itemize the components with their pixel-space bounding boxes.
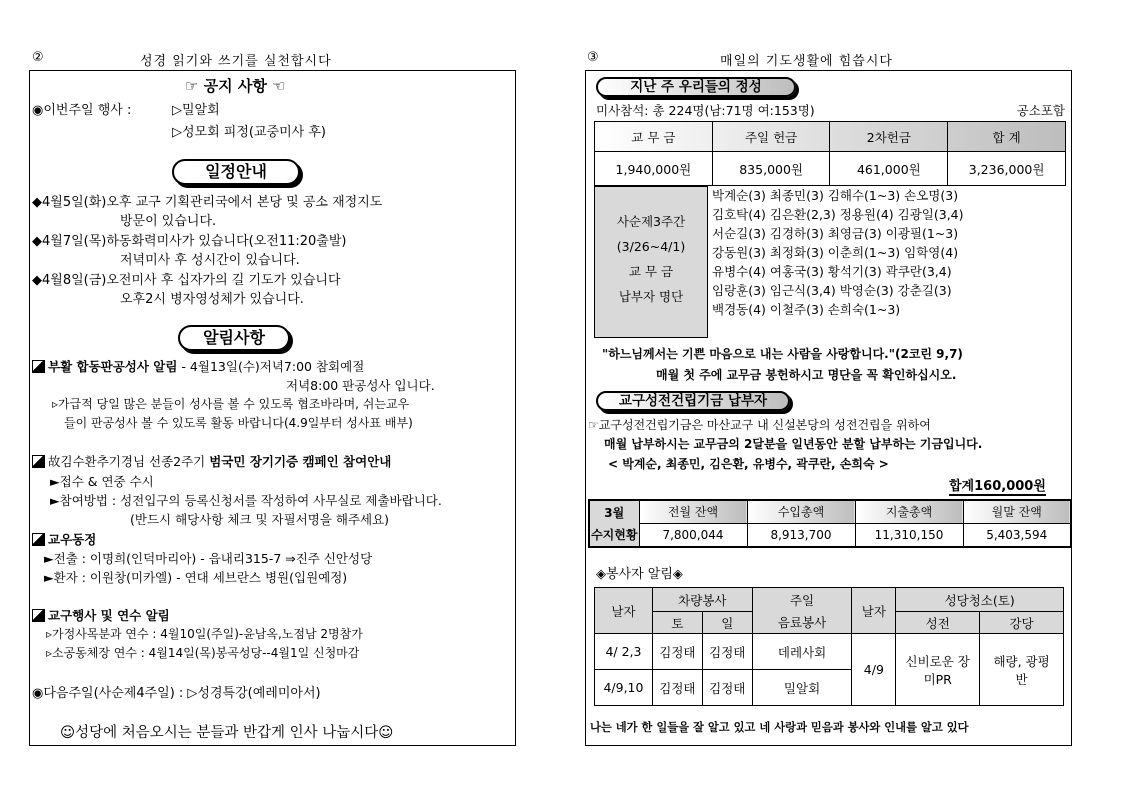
square-bullet-icon bbox=[32, 360, 45, 373]
quote: "하느님께서는 기쁜 마음으로 내는 사람을 사랑합니다."(2코린 9,7) bbox=[602, 347, 963, 361]
square-bullet-icon bbox=[32, 455, 45, 468]
donor-list bbox=[712, 186, 964, 319]
square-bullet-icon bbox=[32, 609, 45, 622]
this-week-item: ▷성모회 피정(교중미사 후) bbox=[172, 125, 326, 140]
building-desc: ☞교구성전건립기금은 마산교구 내 신설본당의 성전건립을 위하여 bbox=[588, 418, 931, 432]
parish-item: ►환자 : 이원창(미카엘) - 연대 세브란스 병원(입원예정) bbox=[44, 570, 348, 585]
easter-note: 들이 판공성사 볼 수 있도록 활동 바랍니다(4.9일부터 성사표 배부) bbox=[64, 416, 413, 430]
vol-clean-date: 4/9 bbox=[852, 634, 896, 706]
quote-note: 매월 첫 주에 교무금 봉헌하시고 명단을 꼭 확인하십시오. bbox=[656, 368, 957, 382]
donor-row: 유병수(4) 여홍국(3) 황석기(3) 곽쿠란(3,4) bbox=[712, 264, 952, 279]
vol-sun: 김정태 bbox=[702, 670, 752, 706]
donor-label-line: 납부자 명단 bbox=[618, 289, 684, 304]
easter-line: 저녁8:00 판공성사 입니다. bbox=[286, 378, 435, 393]
schedule-title: 일정안내 bbox=[172, 159, 300, 185]
vol-sat: 김정태 bbox=[652, 670, 702, 706]
finance-value: 11,310,150 bbox=[855, 523, 963, 547]
donor-row: 김호탁(4) 김은환(2,3) 정용원(4) 김광일(3,4) bbox=[712, 207, 964, 222]
offering-header: 합 계 bbox=[948, 122, 1066, 152]
offering-value: 1,940,000원 bbox=[595, 152, 713, 186]
finance-header: 수입총액 bbox=[747, 500, 855, 523]
this-week-label: ◉이번주일 행사 : bbox=[32, 103, 132, 118]
square-bullet-icon bbox=[32, 533, 45, 546]
schedule-item-cont: 오후2시 병자영성체가 있습니다. bbox=[120, 292, 304, 307]
finance-value: 8,913,700 bbox=[747, 523, 855, 547]
schedule-item: ◆4월7일(목)하동화력미사가 있습니다(오전11:20출발) bbox=[32, 234, 347, 249]
finance-month: 3월 bbox=[589, 500, 639, 523]
finance-label: 수지현황 bbox=[589, 523, 639, 547]
vol-sun: 김정태 bbox=[702, 634, 752, 670]
donor-label-line: (3/26~4/1) bbox=[616, 239, 686, 254]
vol-header-date2: 날자 bbox=[852, 588, 896, 634]
schedule-item-cont: 방문이 있습니다. bbox=[120, 214, 217, 229]
left-footer: ☺성당에 처음오시는 분들과 반갑게 인사 나눕시다☺ bbox=[60, 725, 394, 741]
finance-value: 7,800,044 bbox=[639, 523, 747, 547]
finance-header: 지출총액 bbox=[855, 500, 963, 523]
vol-header-sat: 토 bbox=[652, 612, 702, 634]
left-panel bbox=[29, 70, 516, 746]
diocese-title: 교구행사 및 연수 알림 bbox=[48, 608, 170, 623]
vol-date: 4/9,10 bbox=[595, 670, 653, 706]
donor-label bbox=[594, 186, 708, 338]
campaign-item: ►참여방법 : 성전입구의 등록신청서를 작성하여 사무실로 제출바랍니다. bbox=[50, 493, 442, 508]
offering-value: 3,236,000원 bbox=[948, 152, 1066, 186]
donor-row: 강동원(3) 최정화(3) 이춘희(1~3) 임학영(4) bbox=[712, 245, 959, 260]
vol-clean-sanctuary: 신비로운 장미PR bbox=[896, 634, 980, 706]
parish-title: 교우동정 bbox=[48, 532, 97, 547]
left-page-number: ② bbox=[32, 50, 44, 65]
diocese-item: ▹가정사목분과 연수 : 4월10일(주일)-윤남옥,노점남 2명참가 bbox=[46, 627, 363, 641]
vol-header-sanctuary: 성전 bbox=[896, 612, 980, 634]
donor-row: 임랑훈(3) 임근식(3,4) 박영순(3) 강춘길(3) bbox=[712, 283, 952, 298]
vol-clean-hall: 해량, 광평반 bbox=[980, 634, 1064, 706]
volunteer-table bbox=[594, 587, 1064, 706]
easter-notice bbox=[32, 357, 364, 375]
attendance-note: 공소포함 bbox=[1016, 103, 1065, 118]
donor-row: 서순길(3) 김경하(3) 최영금(3) 이광필(1~3) bbox=[712, 226, 959, 241]
offering-table bbox=[594, 121, 1066, 186]
finance-header: 월말 잔액 bbox=[963, 500, 1071, 523]
schedule-item: ◆4월8일(금)오전미사 후 십자가의 길 기도가 있습니다 bbox=[32, 273, 341, 288]
alerts-title: 알림사항 bbox=[178, 325, 290, 351]
right-footer: 나는 네가 한 일들을 잘 알고 있고 네 사랑과 믿음과 봉사와 인내를 알고 있다 bbox=[590, 721, 969, 734]
parish-item: ►전출 : 이명희(인덕마리아) - 읍내리315-7 ⇒진주 신안성당 bbox=[44, 551, 373, 566]
vol-drink: 데레사회 bbox=[752, 634, 852, 670]
building-total: 합계160,000원 bbox=[949, 475, 1046, 496]
offering-header: 2차헌금 bbox=[830, 122, 948, 152]
vol-header-date: 날자 bbox=[595, 588, 653, 634]
donor-row: 백경동(4) 이철주(3) 손희숙(1~3) bbox=[712, 302, 901, 317]
campaign-notice bbox=[32, 452, 391, 470]
offering-title: 지난 주 우리들의 정성 bbox=[596, 77, 796, 97]
donor-label-line: 사순제3주간 bbox=[616, 214, 686, 229]
finance-header: 전월 잔액 bbox=[639, 500, 747, 523]
right-panel bbox=[585, 70, 1072, 746]
parish-news bbox=[32, 530, 96, 548]
this-week-item: ▷밀알회 bbox=[172, 103, 220, 118]
vol-header-sun: 일 bbox=[702, 612, 752, 634]
vol-drink: 밀알회 bbox=[752, 670, 852, 706]
offering-header: 주일 헌금 bbox=[712, 122, 830, 152]
volunteer-title: ◈봉사자 알림◈ bbox=[596, 567, 683, 582]
building-donors: < 박계순, 최종민, 김은환, 유병수, 곽쿠란, 손희숙 > bbox=[608, 457, 889, 471]
easter-line: - 4월13일(수)저녁7:00 참회예절 bbox=[181, 359, 365, 374]
right-page-header: 매일의 기도생활에 힘씁시다 bbox=[720, 54, 893, 69]
finance-table bbox=[588, 499, 1072, 548]
campaign-title: 범국민 장기기증 캠페인 참여안내 bbox=[209, 454, 392, 469]
building-title: 교구성전건립기금 납부자 bbox=[596, 391, 790, 411]
diocese-item: ▹소공동체장 연수 : 4월14일(목)봉곡성당--4월1일 신청마감 bbox=[46, 646, 360, 660]
vol-sat: 김정태 bbox=[652, 634, 702, 670]
campaign-prefix: 故김수환추기경님 선종2주기 bbox=[48, 454, 206, 469]
donor-label-line: 교 무 금 bbox=[628, 264, 674, 279]
vol-date: 4/ 2,3 bbox=[595, 634, 653, 670]
next-week: ◉다음주일(사순제4주일) : ▷성경특강(예레미아서) bbox=[32, 686, 321, 701]
vol-header-drink: 주일 bbox=[752, 588, 852, 612]
offering-value: 461,000원 bbox=[830, 152, 948, 186]
vol-header-hall: 강당 bbox=[980, 612, 1064, 634]
left-page-header: 성경 읽기와 쓰기를 실천합시다 bbox=[140, 54, 332, 69]
vol-header-drink: 음료봉사 bbox=[752, 612, 852, 634]
vol-header-car: 차량봉사 bbox=[652, 588, 752, 612]
attendance: 미사참석: 총 224명(남:71명 여:153명) bbox=[596, 103, 815, 118]
offering-value: 835,000원 bbox=[712, 152, 830, 186]
schedule-item-cont: 저녁미사 후 성시간이 있습니다. bbox=[120, 253, 300, 268]
notice-title: ☞ 공지 사항 ☜ bbox=[185, 77, 286, 95]
schedule-item: ◆4월5일(화)오후 교구 기획관리국에서 본당 및 공소 재정지도 bbox=[32, 195, 383, 210]
easter-note: ▹가급적 당일 많은 분들이 성사를 볼 수 있도록 협조바라며, 쉬는교우 bbox=[52, 397, 410, 411]
campaign-item: (반드시 해당사항 체크 및 자필서명을 해주세요) bbox=[130, 512, 390, 527]
donor-row: 박계순(3) 최종민(3) 김해수(1~3) 손오명(3) bbox=[712, 188, 959, 203]
diocese-events bbox=[32, 606, 170, 624]
easter-title: 부활 합동판공성사 알림 bbox=[48, 359, 178, 374]
offering-header: 교 무 금 bbox=[595, 122, 713, 152]
finance-value: 5,403,594 bbox=[963, 523, 1071, 547]
building-desc: 매월 납부하시는 교무금의 2달분을 일년동안 분할 납부하는 기금입니다. bbox=[604, 437, 983, 451]
right-page-number: ③ bbox=[587, 50, 599, 65]
campaign-item: ►접수 & 연중 수시 bbox=[50, 474, 154, 489]
vol-header-clean: 성당청소(토) bbox=[896, 588, 1064, 612]
